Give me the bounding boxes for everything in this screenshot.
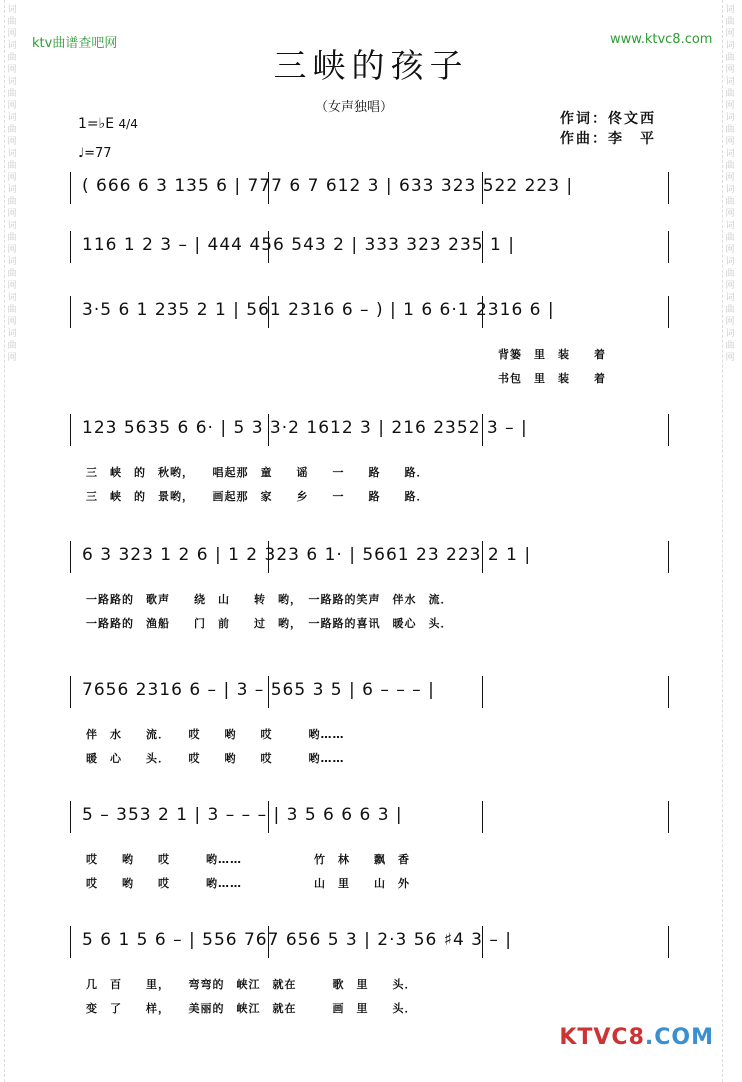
watermark-char: 网	[725, 137, 735, 147]
watermark-char: 词	[725, 185, 735, 195]
watermark-char: 词	[725, 5, 735, 15]
watermark-char: 词	[725, 293, 735, 303]
left-watermark-strip	[4, 0, 19, 1082]
bar-line	[70, 676, 71, 708]
watermark-char: 曲	[725, 305, 735, 315]
score-row-notes: ( 666 6 3 135 6 | 777 6 7 612 3 | 633 323 522 223 |	[82, 176, 574, 196]
watermark-char: 词	[7, 257, 17, 267]
watermark-char: 网	[725, 353, 735, 363]
watermark-char: 曲	[7, 53, 17, 63]
bar-line	[70, 172, 71, 204]
lyric-line: 背篓 里 装 着	[498, 348, 606, 361]
bar-line	[268, 676, 269, 708]
bar-line	[482, 801, 483, 833]
bar-line	[668, 296, 669, 328]
footer-logo	[559, 1025, 714, 1050]
watermark-char: 网	[7, 137, 17, 147]
watermark-char: 曲	[725, 197, 735, 207]
bar-line	[668, 231, 669, 263]
watermark-char: 网	[7, 29, 17, 39]
watermark-char: 网	[7, 209, 17, 219]
site-url-right[interactable]: www.ktvc8.com	[610, 32, 713, 47]
score-row-notes: 116 1 2 3 – | 444 456 543 2 | 333 323 235 1 |	[82, 235, 515, 255]
key-label: 1=♭E	[78, 116, 115, 132]
bar-line	[668, 541, 669, 573]
lyric-line: 一路路的 渔船 门 前 过 哟， 一路路的喜讯 暖心 头．	[86, 617, 453, 630]
bar-line	[668, 926, 669, 958]
score-row-notes: 7656 2316 6 – | 3 – 565 3 5 | 6 – – – |	[82, 680, 435, 700]
lyric-line: 三 峡 的 秋哟， 唱起那 童 谣 一 路 路．	[86, 466, 429, 479]
lyric-line: 哎 哟 哎 哟…… 山 里 山 外	[86, 877, 410, 890]
right-watermark-strip	[722, 0, 737, 1082]
watermark-char: 曲	[7, 89, 17, 99]
watermark-char: 网	[725, 245, 735, 255]
watermark-char: 曲	[7, 269, 17, 279]
watermark-char: 曲	[725, 125, 735, 135]
lyric-line: 书包 里 装 着	[498, 372, 606, 385]
watermark-char: 曲	[7, 197, 17, 207]
bar-line	[482, 676, 483, 708]
watermark-char: 曲	[7, 305, 17, 315]
bar-line	[268, 172, 269, 204]
watermark-char: 词	[7, 221, 17, 231]
watermark-char: 网	[725, 317, 735, 327]
bar-line	[668, 801, 669, 833]
lyric-line: 一路路的 歌声 绕 山 转 哟， 一路路的笑声 伴水 流．	[86, 593, 453, 606]
lyric-line: 几 百 里， 弯弯的 峡江 就在 歌 里 头．	[86, 978, 417, 991]
watermark-char: 曲	[725, 233, 735, 243]
watermark-char: 曲	[7, 17, 17, 27]
watermark-char: 词	[725, 329, 735, 339]
song-subtitle: （女声独唱）	[315, 100, 394, 115]
bar-line	[482, 926, 483, 958]
watermark-char: 网	[7, 353, 17, 363]
watermark-char: 词	[7, 41, 17, 51]
time-signature: 4/4	[118, 117, 138, 131]
bar-line	[482, 172, 483, 204]
watermark-char: 网	[7, 317, 17, 327]
watermark-char: 网	[7, 173, 17, 183]
bar-line	[70, 541, 71, 573]
bar-line	[668, 414, 669, 446]
watermark-char: 曲	[725, 269, 735, 279]
score-row-notes: 5 – 353 2 1 | 3 – – – | 3 5 6 6 6 3 |	[82, 805, 403, 825]
watermark-char: 曲	[725, 53, 735, 63]
watermark-char: 曲	[7, 341, 17, 351]
watermark-char: 词	[7, 293, 17, 303]
score-row-notes: 123 5635 6 6· | 5 3 3·2 1612 3 | 216 2352 3 – |	[82, 418, 528, 438]
watermark-char: 词	[7, 149, 17, 159]
watermark-char: 词	[7, 5, 17, 15]
composer: 作曲：李 平	[560, 131, 656, 147]
bar-line	[70, 231, 71, 263]
watermark-char: 曲	[7, 161, 17, 171]
bar-line	[482, 541, 483, 573]
lyric-line: 伴 水 流． 哎 哟 哎 哟……	[86, 728, 345, 741]
score-row-notes: 6 3 323 1 2 6 | 1 2 323 6 1· | 5661 23 223 2 1 |	[82, 545, 532, 565]
watermark-char: 网	[725, 173, 735, 183]
bar-line	[668, 676, 669, 708]
bar-line	[268, 926, 269, 958]
watermark-char: 网	[725, 29, 735, 39]
watermark-char: 曲	[7, 233, 17, 243]
key-signature	[78, 116, 138, 132]
watermark-char: 词	[7, 185, 17, 195]
bar-line	[482, 231, 483, 263]
lyric-line: 变 了 样， 美丽的 峡江 就在 画 里 头．	[86, 1002, 417, 1015]
bar-line	[482, 414, 483, 446]
watermark-char: 网	[725, 281, 735, 291]
watermark-char: 曲	[7, 125, 17, 135]
score-row-notes: 3·5 6 1 235 2 1 | 561 2316 6 – ) | 1 6 6·1 2316 6 |	[82, 300, 555, 320]
site-name-left[interactable]: ktv曲谱查吧网	[32, 36, 118, 51]
bar-line	[268, 231, 269, 263]
logo-domain: .COM	[644, 1025, 714, 1050]
watermark-char: 网	[725, 65, 735, 75]
watermark-char: 词	[725, 221, 735, 231]
lyric-line: 三 峡 的 景哟， 画起那 家 乡 一 路 路．	[86, 490, 429, 503]
lyric-line: 哎 哟 哎 哟…… 竹 林 飘 香	[86, 853, 410, 866]
bar-line	[70, 801, 71, 833]
lyric-line: 暖 心 头． 哎 哟 哎 哟……	[86, 752, 345, 765]
bar-line	[268, 541, 269, 573]
score-row-notes: 5 6 1 5 6 – | 556 767 656 5 3 | 2·3 56 ♯4 3 – |	[82, 930, 513, 950]
watermark-char: 曲	[725, 341, 735, 351]
watermark-char: 网	[7, 65, 17, 75]
watermark-char: 词	[7, 77, 17, 87]
bar-line	[482, 296, 483, 328]
watermark-char: 网	[7, 281, 17, 291]
watermark-char: 曲	[725, 17, 735, 27]
bar-line	[268, 296, 269, 328]
watermark-char: 词	[725, 257, 735, 267]
watermark-char: 网	[7, 101, 17, 111]
watermark-char: 词	[7, 329, 17, 339]
bar-line	[70, 296, 71, 328]
watermark-char: 网	[725, 209, 735, 219]
bar-line	[70, 926, 71, 958]
bar-line	[70, 414, 71, 446]
watermark-char: 词	[725, 113, 735, 123]
watermark-char: 词	[725, 41, 735, 51]
lyricist: 作词：佟文西	[560, 111, 656, 127]
watermark-char: 曲	[725, 89, 735, 99]
watermark-char: 词	[725, 149, 735, 159]
bar-line	[668, 172, 669, 204]
watermark-char: 曲	[725, 161, 735, 171]
bar-line	[268, 801, 269, 833]
watermark-char: 词	[7, 113, 17, 123]
tempo-marking: ♩=77	[78, 146, 112, 161]
watermark-char: 网	[7, 245, 17, 255]
watermark-char: 网	[725, 101, 735, 111]
bar-line	[268, 414, 269, 446]
logo-text: KTVC8	[559, 1025, 645, 1050]
watermark-char: 词	[725, 77, 735, 87]
song-title: 三峡的孩子	[273, 46, 469, 85]
